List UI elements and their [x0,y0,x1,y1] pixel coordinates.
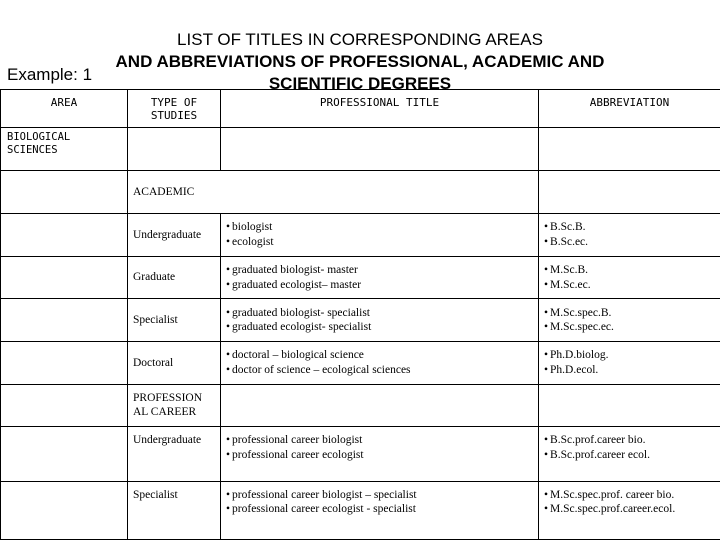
empty-cell [1,171,128,214]
empty-cell [539,384,720,427]
abbreviation-cell [539,342,720,385]
empty-cell [128,127,221,171]
empty-cell [539,171,720,214]
title-item: • doctor of science – ecological sciences [226,363,533,378]
abbreviation-item: • B.Sc.ec. [544,235,715,250]
title-cell [221,481,539,539]
abbreviation-item: • B.Sc.prof.career ecol. [544,448,715,463]
title-cell [221,427,539,481]
table-row [1,256,720,299]
table-row [1,213,720,256]
empty-cell [1,481,128,539]
header-professional-title: PROFESSIONAL TITLE [221,90,539,128]
area-name-cell: BIOLOGICAL SCIENCES [1,127,128,171]
type-cell: Undergraduate [128,427,221,481]
abbreviation-item: • M.Sc.spec.ec. [544,320,715,335]
empty-cell [221,127,539,171]
abbreviation-item: • M.Sc.spec.prof.career.ecol. [544,502,715,517]
title-item: • professional career biologist [226,433,533,448]
page-title-line-3: SCIENTIFIC DEGREES [268,74,452,93]
empty-cell [539,127,720,171]
title-item: • doctoral – biological science [226,348,533,363]
abbreviation-item: • B.Sc.B. [544,220,715,235]
table-row [1,299,720,342]
empty-cell [1,342,128,385]
title-item: • graduated biologist- specialist [226,306,533,321]
title-item: • biologist [226,220,533,235]
abbreviation-cell [539,299,720,342]
title-cell [221,256,539,299]
section-row-professional-career [1,384,720,427]
abbreviation-item: • M.Sc.ec. [544,278,715,293]
empty-cell [221,384,539,427]
type-cell: Specialist [128,299,221,342]
table-row [1,342,720,385]
type-cell: Undergraduate [128,213,221,256]
table-row [1,427,720,481]
title-item: • graduated ecologist- specialist [226,320,533,335]
type-cell: Doctoral [128,342,221,385]
table-row [1,481,720,539]
abbreviation-item: • Ph.D.biolog. [544,348,715,363]
page-title-line-2: AND ABBREVIATIONS OF PROFESSIONAL, ACADEMIC AND [115,52,605,71]
title-item: • graduated biologist- master [226,263,533,278]
abbreviation-item: • M.Sc.spec.prof. career bio. [544,488,715,503]
empty-cell [1,299,128,342]
area-row [1,127,720,171]
header-abbreviation: ABBREVIATION [539,90,720,128]
page-title-line-1: LIST OF TITLES IN CORRESPONDING AREAS [177,30,543,49]
empty-cell [1,427,128,481]
header-type-of-studies: TYPE OF STUDIES [128,90,221,128]
title-cell [221,299,539,342]
abbreviation-item: • M.Sc.B. [544,263,715,278]
empty-cell [1,384,128,427]
title-item: • ecologist [226,235,533,250]
abbreviation-item: • M.Sc.spec.B. [544,306,715,321]
header-area: AREA [1,90,128,128]
title-cell [221,213,539,256]
type-cell: Specialist [128,481,221,539]
type-cell: Graduate [128,256,221,299]
abbreviation-cell [539,213,720,256]
abbreviation-item: • B.Sc.prof.career bio. [544,433,715,448]
title-item: • professional career ecologist [226,448,533,463]
section-name-academic: ACADEMIC [128,171,539,214]
abbreviation-item: • Ph.D.ecol. [544,363,715,378]
title-item: • professional career biologist – specialist [226,488,533,503]
table-header-row [1,90,720,128]
empty-cell [1,256,128,299]
section-name-professional-career: PROFESSION AL CAREER [128,384,221,427]
titles-table [0,89,720,540]
abbreviation-cell [539,256,720,299]
title-item: • professional career ecologist - specialist [226,502,533,517]
abbreviation-cell [539,481,720,539]
abbreviation-cell [539,427,720,481]
section-row-academic [1,171,720,214]
empty-cell [1,213,128,256]
title-cell [221,342,539,385]
title-item: • graduated ecologist– master [226,278,533,293]
example-label: Example: 1 [7,65,93,84]
